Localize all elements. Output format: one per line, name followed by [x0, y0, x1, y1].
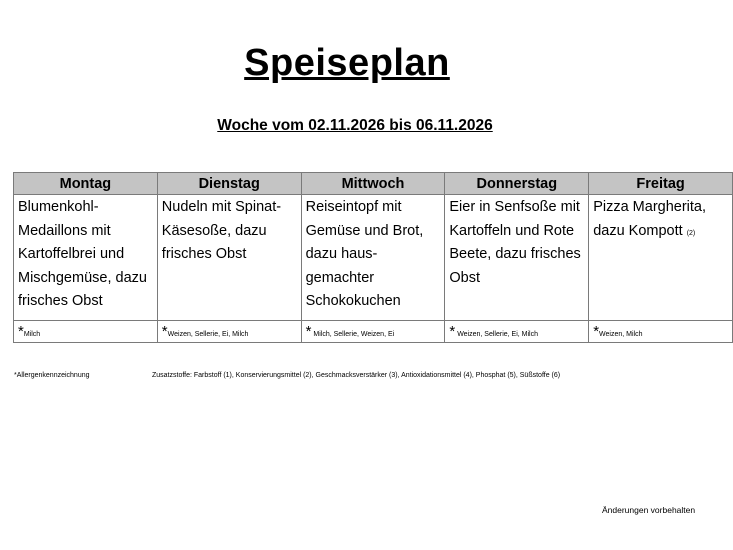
meal-cell-wednesday — [301, 195, 445, 321]
allergen-list: Milch, Sellerie, Weizen, Ei — [313, 330, 395, 338]
day-header-tuesday: Dienstag — [157, 173, 301, 195]
week-range: Woche vom 02.11.2026 bis 06.11.2026 — [217, 117, 493, 134]
additives-legend: Zusatzstoffe: Farbstoff (1), Konservierungsmittel (2), Geschmacksverstärker (3), Antioxidationsmittel (4), Phosphat (5), Süßstoffe (6) — [152, 372, 561, 379]
meal-text: Blumenkohl-Medaillons mit Kartoffelbrei und Mischgemüse, dazu frisches Obst — [18, 199, 147, 309]
allergen-cell-wednesday — [301, 320, 445, 342]
allergen-cell-thursday — [445, 320, 589, 342]
meal-text: Nudeln mit Spinat-Käsesoße, dazu frisches Obst — [161, 199, 282, 262]
allergen-marker: * — [18, 322, 24, 340]
meal-cell-friday — [589, 195, 733, 321]
meal-cell-monday — [14, 195, 158, 321]
day-header-friday: Freitag — [589, 173, 733, 195]
allergen-list: Milch — [23, 330, 41, 338]
allergen-marker: * — [449, 322, 456, 340]
allergen-cell-tuesday — [157, 320, 301, 342]
weekday-header-row — [14, 173, 733, 195]
meal-text: Pizza Margherita, dazu Kompott — [593, 199, 707, 239]
allergen-cell-monday — [14, 320, 158, 342]
menu-table — [13, 172, 733, 343]
meal-cell-thursday — [445, 195, 589, 321]
day-header-monday: Montag — [14, 173, 158, 195]
allergen-legend: *Allergenkennzeichnung — [14, 372, 90, 379]
allergen-marker: * — [593, 322, 600, 340]
meal-cell-tuesday — [157, 195, 301, 321]
meal-row — [14, 195, 733, 321]
allergen-cell-friday — [589, 320, 733, 342]
additive-note: (2) — [686, 229, 696, 237]
page-title: Speiseplan — [244, 42, 450, 84]
allergen-marker: * — [305, 322, 312, 340]
meal-text: Reiseintopf mit Gemüse und Brot, dazu haus-gemachter Schokokuchen — [305, 199, 424, 309]
day-header-thursday: Donnerstag — [445, 173, 589, 195]
disclaimer: Änderungen vorbehalten — [602, 505, 696, 515]
meal-text: Eier in Senfsoße mit Kartoffeln und Rote Beete, dazu frisches Obst — [449, 199, 581, 286]
allergen-list: Weizen, Milch — [599, 330, 643, 338]
allergen-list: Weizen, Sellerie, Ei, Milch — [167, 330, 249, 338]
allergen-marker: * — [161, 322, 168, 340]
allergen-list: Weizen, Sellerie, Ei, Milch — [457, 330, 538, 338]
day-header-wednesday: Mittwoch — [301, 173, 445, 195]
allergen-row — [14, 320, 733, 342]
